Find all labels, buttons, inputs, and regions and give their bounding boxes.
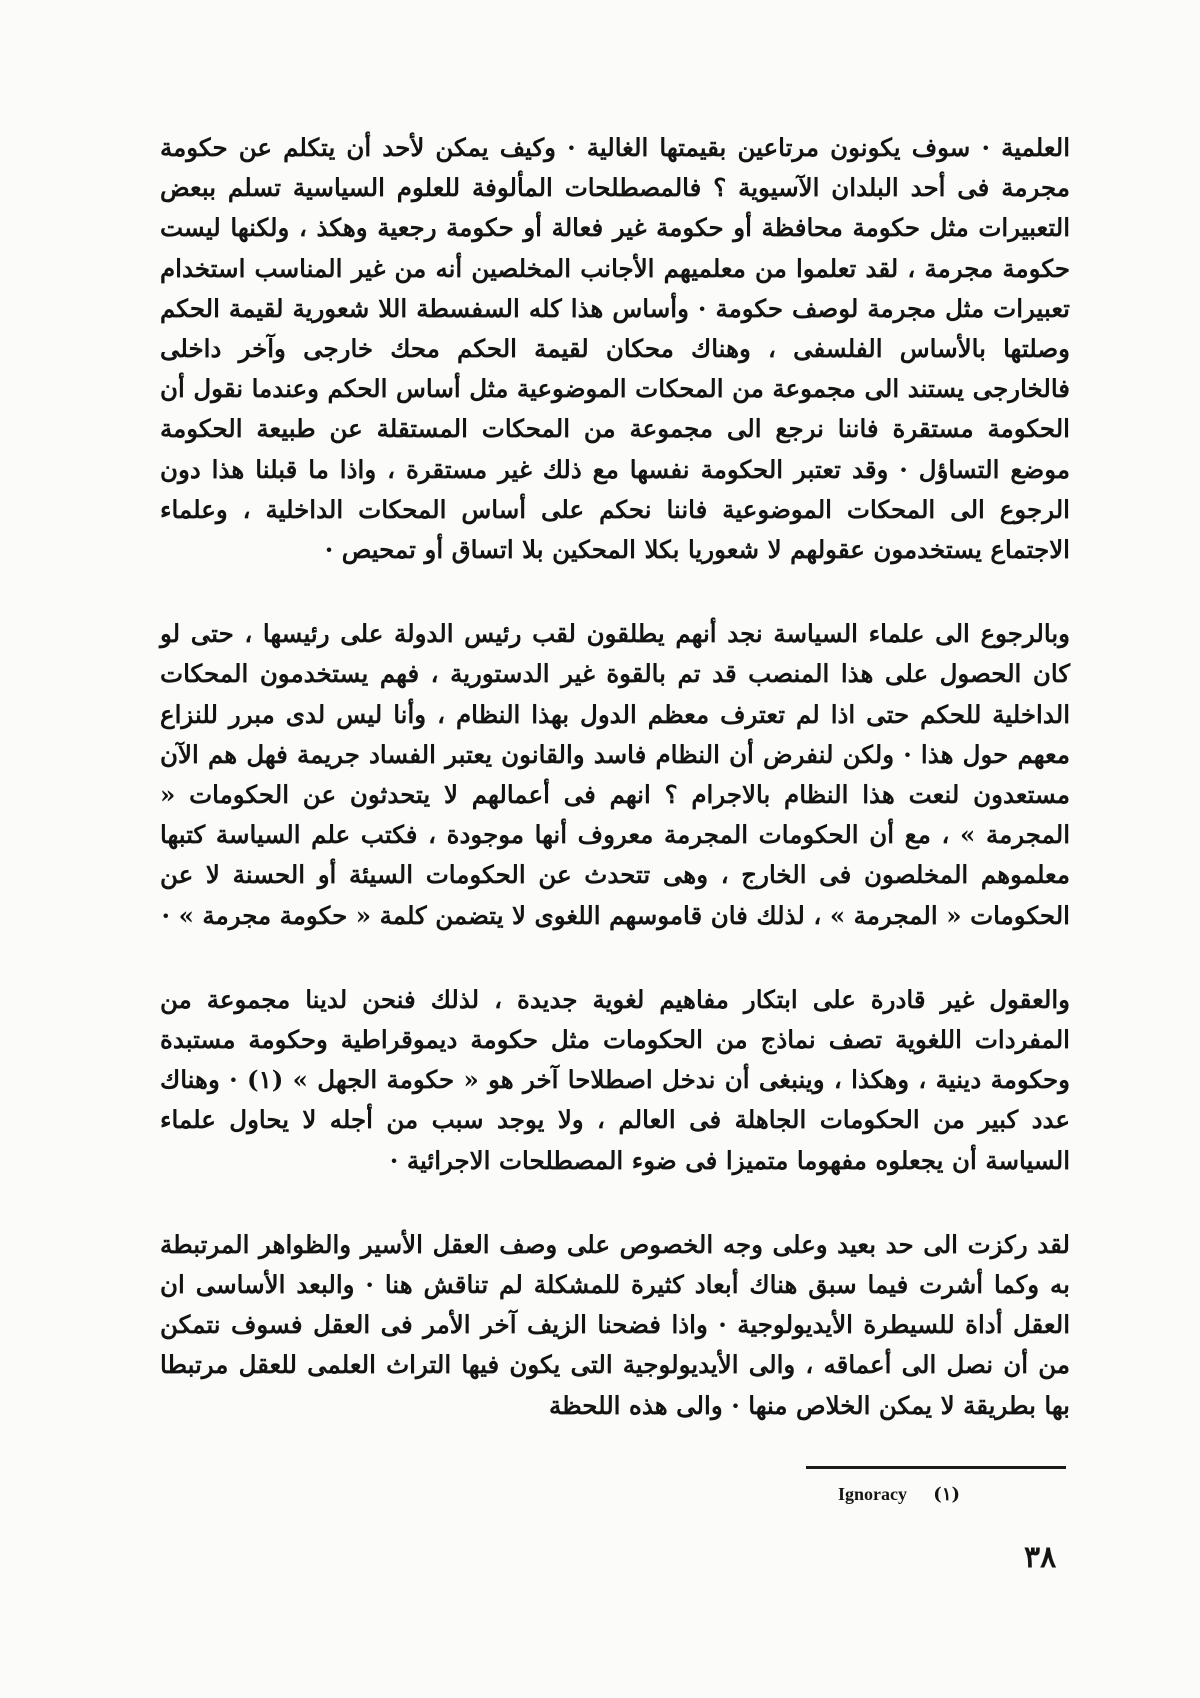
paragraph-4: لقد ركزت الى حد بعيد وعلى وجه الخصوص على وصف العقل الأسير والظواهر المرتبطة به وكما أشرت فيما سبق هناك أبعاد كثيرة للمشكلة لم تناقش هنا · والبعد الأساسى ان العقل أداة للسيطرة الأيديولوجية · واذا فضحنا الزيف آخر الأمر فى العقل فسوف نتمكن من أن نصل الى أعماقه ، والى الأيديولوجية التى يكون فيها التراث العلمى للعقل مرتبطا بها بطريقة لا يمكن الخلاص منها · والى هذه اللحظة	[160, 1229, 1070, 1420]
paragraph-2: وبالرجوع الى علماء السياسة نجد أنهم يطلقون لقب رئيس الدولة على رئيسها ، حتى لو كان الحصول على هذا المنصب قد تم بالقوة غير الدستورية ، فهم يستخدمون المحكات الداخلية للحكم حتى اذا لم تعترف معظم الدول بهذا النظام ، وأنا ليس لدى مبرر للنزاع معهم حول هذا · ولكن لنفرض أن النظام فاسد والقانون يعتبر الفساد جريمة فهل هم الآن مستعدون لنعت هذا النظام بالاجرام ؟ انهم فى أعمالهم لا يتحدثون عن الحكومات « المجرمة » ، مع أن الحكومات المجرمة معروف أنها موجودة ، فكتب علم السياسة كتبها معلموهم المخلصون فى الخارج ، وهى تتحدث عن الحكومات السيئة أو الحسنة لا عن الحكومات « المجرمة » ، لذلك فان قاموسهم اللغوى لا يتضمن كلمة « حكومة مجرمة » ·	[160, 619, 1070, 930]
page-body	[160, 128, 1070, 1426]
paragraph-1: العلمية · سوف يكونون مرتاعين بقيمتها الغالية · وكيف يمكن لأحد أن يتكلم عن حكومة مجرمة فى أحد البلدان الآسيوية ؟ فالمصطلحات المألوفة للعلوم السياسية تسلم ببعض التعبيرات مثل حكومة محافظة أو حكومة غير فعالة أو حكومة رجعية وهكذ ، ولكنها ليست حكومة مجرمة ، لقد تعلموا من معلميهم الأجانب المخلصين أنه من غير المناسب استخدام تعبيرات مثل مجرمة لوصف حكومة · وأساس هذا كله السفسطة اللا شعورية لقيمة الحكم وصلتها بالأساس الفلسفى ، وهناك محكان لقيمة الحكم محك خارجى وآخر داخلى فالخارجى يستند الى مجموعة من المحكات الموضوعية مثل أساس الحكم وعندما نقول أن الحكومة مستقرة فاننا نرجع الى مجموعة من المحكات المستقلة عن طبيعة الحكومة موضع التساؤل · وقد تعتبر الحكومة نفسها مع ذلك غير مستقرة ، واذا ما قبلنا هذا دون الرجوع الى المحكات الموضوعية فاننا نحكم على أساس المحكات الداخلية ، وعلماء الاجتماع يستخدمون عقولهم لا شعوريا بكلا المحكين بلا اتساق أو تمحيص ·	[160, 133, 1070, 565]
page-number: ٣٨	[1024, 1540, 1057, 1575]
footnote-divider	[806, 1466, 1066, 1469]
footnote	[838, 1484, 960, 1505]
footnote-term: Ignoracy	[838, 1484, 907, 1504]
footnote-marker: (١)	[933, 1484, 961, 1505]
paragraph-3: والعقول غير قادرة على ابتكار مفاهيم لغوية جديدة ، لذلك فنحن لدينا مجموعة من المفردات اللغوية تصف نماذج من الحكومات مثل حكومة ديموقراطية وحكومة مستبدة وحكومة دينية ، وهكذا ، وينبغى أن ندخل اصطلاحا آخر هو « حكومة الجهل » (١) · وهناك عدد كبير من الحكومات الجاهلة فى العالم ، ولا يوجد سبب من أجله لا يحاول علماء السياسة أن يجعلوه مفهوما متميزا فى ضوء المصطلحات الاجرائية ·	[160, 984, 1071, 1175]
